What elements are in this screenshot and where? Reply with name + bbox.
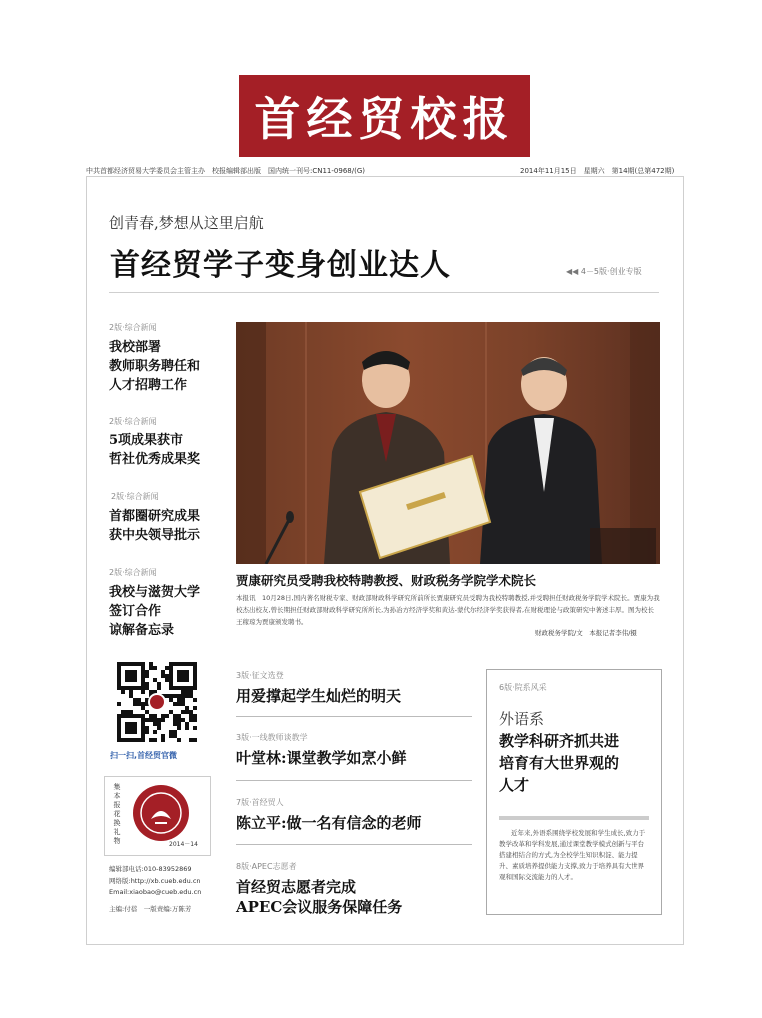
publisher-info: 中共首都经济贸易大学委员会主管主办 校报编辑部出版 国内统一刊号:CN11-0968/(G)	[86, 167, 365, 175]
seal-box	[104, 776, 211, 856]
feature-headline[interactable]: 教学科研齐抓共进 培育有大世界观的 人才	[499, 732, 620, 794]
brief-headline[interactable]: 我校与滋贺大学 签订合作 谅解备忘录	[109, 585, 201, 638]
feature-body: 近年来,外语系围绕学校发展和学生成长,致力于教学改革和学科发展,通过课堂教学模式创新与平台搭建相结合的方式,为全校学生知识积淀、能力提升、素质培养提供能力支撑,致力于培养具有大世界观和国际交流能力的人才。	[499, 829, 646, 881]
photo-caption-title[interactable]: 贾康研究员受聘我校特聘教授、财政税务学院学术院长	[236, 573, 537, 588]
contact-website[interactable]: 网络版:http://xb.cueb.edu.cn	[109, 877, 201, 885]
brief-headline[interactable]: 首都圈研究成果 获中央领导批示	[109, 509, 201, 543]
story-headline[interactable]: 用爱撑起学生灿烂的明天	[236, 687, 402, 705]
brief-headline[interactable]: 5项成果获市 哲社优秀成果奖	[109, 433, 201, 467]
brief-section: 2版·综合新闻	[109, 323, 157, 332]
brief-section: 2版·综合新闻	[109, 417, 157, 426]
qr-caption: 扫一扫,首经贸官微	[110, 751, 178, 760]
divider	[236, 780, 472, 781]
seal-side-text: 集 本 报 花 换 礼 物	[113, 783, 121, 845]
brief-section: 2版·综合新闻	[111, 492, 159, 501]
divider	[499, 816, 649, 820]
page-jump-link[interactable]: ◀◀ 4－5版·创业专版	[566, 267, 642, 276]
brief-headline[interactable]: 我校部署 教师职务聘任和 人才招聘工作	[109, 340, 201, 393]
story-headline[interactable]: 首经贸志愿者完成	[236, 878, 357, 896]
story-headline[interactable]: 陈立平:做一名有信念的老师	[236, 814, 422, 832]
lead-kicker: 创青春,梦想从这里启航	[109, 214, 264, 232]
contact-phone: 编辑部电话:010-83952869	[109, 865, 192, 873]
seal-date: 2014－14	[169, 841, 198, 848]
story-section: 3版·征文选登	[236, 671, 284, 680]
feature-section: 6版·院系风采	[499, 683, 547, 692]
divider	[109, 292, 659, 293]
photo-credit: 财政税务学院/文 本报记者李伟/摄	[535, 629, 637, 637]
divider	[236, 844, 472, 845]
photo-caption-body: 本报讯 10月28日,国内著名财税专家、财政部财政科学研究所前所长贾康研究员受聘为我校特聘教授,并受聘担任财政税务学院学术院长。贾康为我校杰出校友,曾长期担任财政部财政科学研究所所长,为孙冶方经济学奖和黄达-蒙代尔经济学奖获得者,在财税理论与政策研究中著述丰厚。图为校长王稼琼为贾康颁发聘书。	[236, 594, 660, 626]
feature-box	[486, 669, 662, 915]
lead-headline[interactable]: 首经贸学子变身创业达人	[110, 248, 451, 283]
university-seal-icon	[131, 783, 191, 843]
divider	[236, 716, 472, 717]
story-section: 3版·一线教师谈教学	[236, 733, 308, 742]
contact-email[interactable]: Email:xiaobao@cueb.edu.cn	[109, 888, 202, 896]
masthead-logo: 首经贸校报	[239, 75, 530, 157]
brief-section: 2版·综合新闻	[109, 568, 157, 577]
qr-code-graphic	[117, 662, 197, 742]
editors-credit: 主编:付蓓 一版责编:万陈芳	[109, 905, 192, 913]
story-section: 8版·APEC志愿者	[236, 862, 297, 871]
photo-illustration	[236, 322, 660, 564]
issue-date: 2014年11月15日 星期六 第14期(总第472期)	[520, 167, 675, 175]
story-headline[interactable]: 叶堂林:课堂教学如烹小鲜	[236, 749, 407, 767]
qr-code[interactable]	[117, 662, 197, 742]
news-photo	[236, 322, 660, 564]
story-section: 7版·首经贸人	[236, 798, 284, 807]
story-headline-line2[interactable]: APEC会议服务保障任务	[236, 898, 403, 916]
feature-dept: 外语系	[499, 710, 545, 728]
